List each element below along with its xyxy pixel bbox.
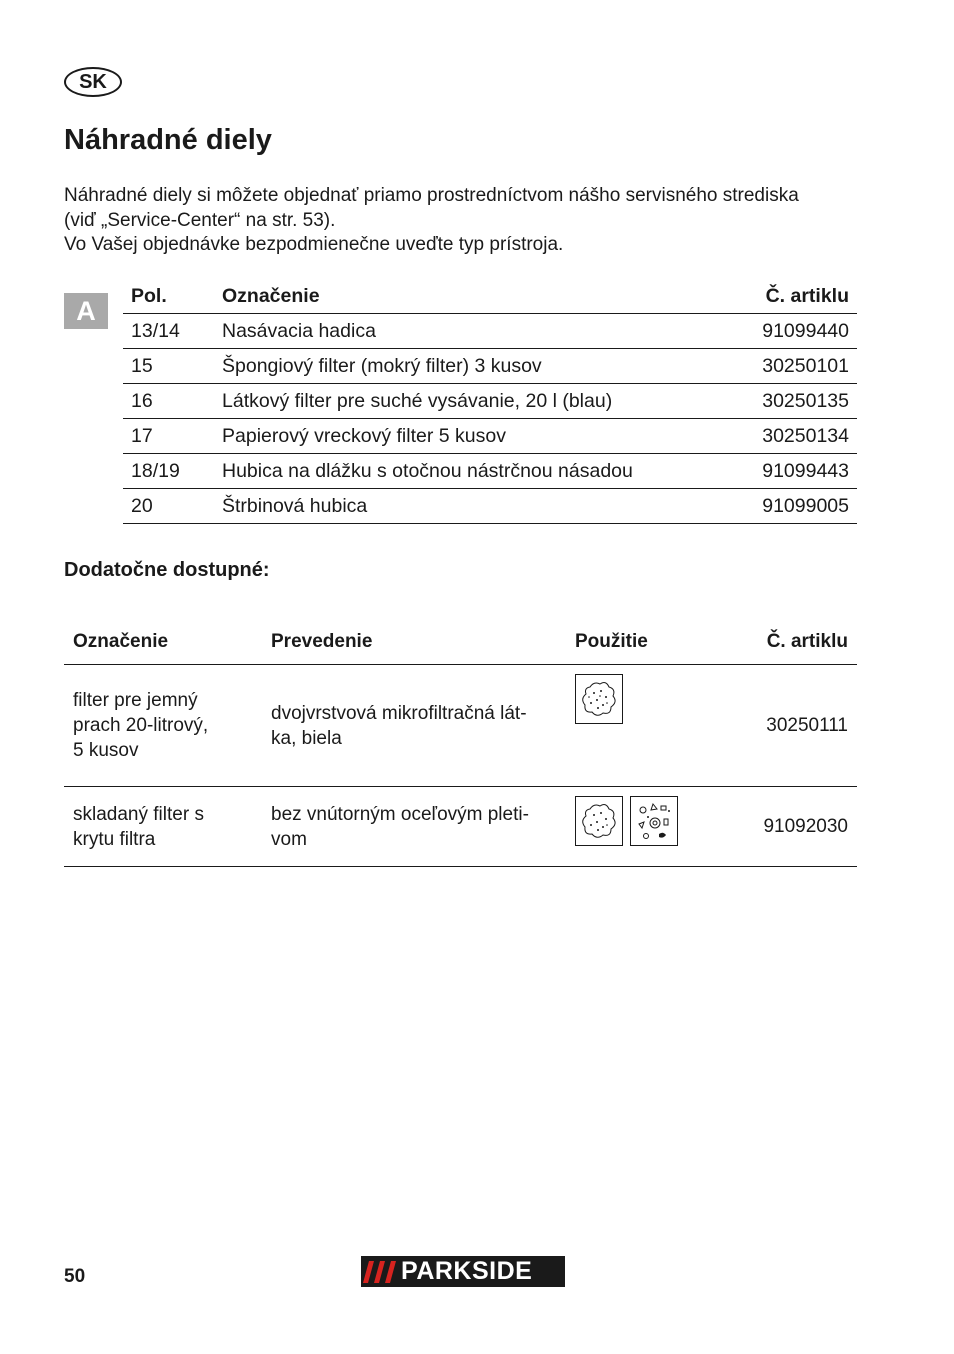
cell-pos: 17 [123,419,214,454]
logo-stripes-icon [361,1256,401,1287]
table-row [123,489,857,524]
cell-article: 91099440 [731,314,857,349]
header-article: Č. artiklu [731,279,857,314]
intro-paragraph [64,184,864,258]
header-usage: Použitie [566,620,742,665]
cell-design [262,787,566,867]
cell-usage [566,665,742,787]
cell-line: prach 20-litrový, [73,715,209,736]
cell-name: Štrbinová hubica [214,489,731,524]
cell-name: Papierový vreckový filter 5 kusov [214,419,731,454]
header-article: Č. artiklu [742,620,857,665]
logo-text: PARKSIDE [401,1257,533,1285]
cell-line: skladaný filter s [73,803,204,825]
cell-line: ka, biela [271,727,342,749]
cell-pos: 13/14 [123,314,214,349]
cell-article: 30250134 [731,419,857,454]
page-number: 50 [64,1266,86,1287]
cell-article: 91099005 [731,489,857,524]
table-row [123,314,857,349]
spare-parts-table [123,279,857,524]
header-name: Označenie [214,279,731,314]
header-pos: Pol. [123,279,214,314]
table-row [123,419,857,454]
coarse-dirt-icon [630,796,678,846]
cell-name [64,665,262,787]
cell-article: 91092030 [742,787,857,867]
cell-line: vom [271,828,307,850]
table-row [123,454,857,489]
cell-pos: 18/19 [123,454,214,489]
table-header-row [64,620,857,665]
section-title: Dodatočne dostupné: [64,559,270,581]
cell-article: 91099443 [731,454,857,489]
fine-dust-icon [575,674,623,724]
intro-line: (viď „Service-Center“ na str. 53). [64,209,336,231]
header-name: Označenie [64,620,262,665]
cell-pos: 15 [123,349,214,384]
cell-name: Nasávacia hadica [214,314,731,349]
cell-usage [566,787,742,867]
cell-name: Špongiový filter (mokrý filter) 3 kusov [214,349,731,384]
table-row [64,665,857,787]
cell-line: 5 kusov [73,740,139,761]
table-row [123,349,857,384]
figure-label: A [64,293,108,329]
cell-line: dvojvrstvová mikrofiltračná lát- [271,702,527,724]
table-row [123,384,857,419]
cell-pos: 20 [123,489,214,524]
cell-article: 30250111 [742,665,857,787]
fine-dust-icon [575,796,623,846]
language-badge: SK [64,67,122,97]
table-header-row [123,279,857,314]
intro-line: Vo Vašej objednávke bezpodmienečne uveďte typ prístroja. [64,234,564,255]
cell-name: Látkový filter pre suché vysávanie, 20 l (blau) [214,384,731,419]
cell-pos: 16 [123,384,214,419]
accessories-table [64,620,857,867]
parkside-logo [361,1256,565,1287]
cell-name [64,787,262,867]
table-row [64,787,857,867]
cell-article: 30250101 [731,349,857,384]
page-title: Náhradné diely [64,124,272,156]
cell-name: Hubica na dlážku s otočnou nástrčnou násadou [214,454,731,489]
cell-article: 30250135 [731,384,857,419]
cell-line: filter pre jemný [73,690,198,711]
header-design: Prevedenie [262,620,566,665]
cell-design [262,665,566,787]
intro-line: Náhradné diely si môžete objednať priamo prostredníctvom nášho servisného strediska [64,185,799,206]
cell-line: bez vnútorným oceľovým pleti- [271,803,529,825]
cell-line: krytu filtra [73,828,156,850]
